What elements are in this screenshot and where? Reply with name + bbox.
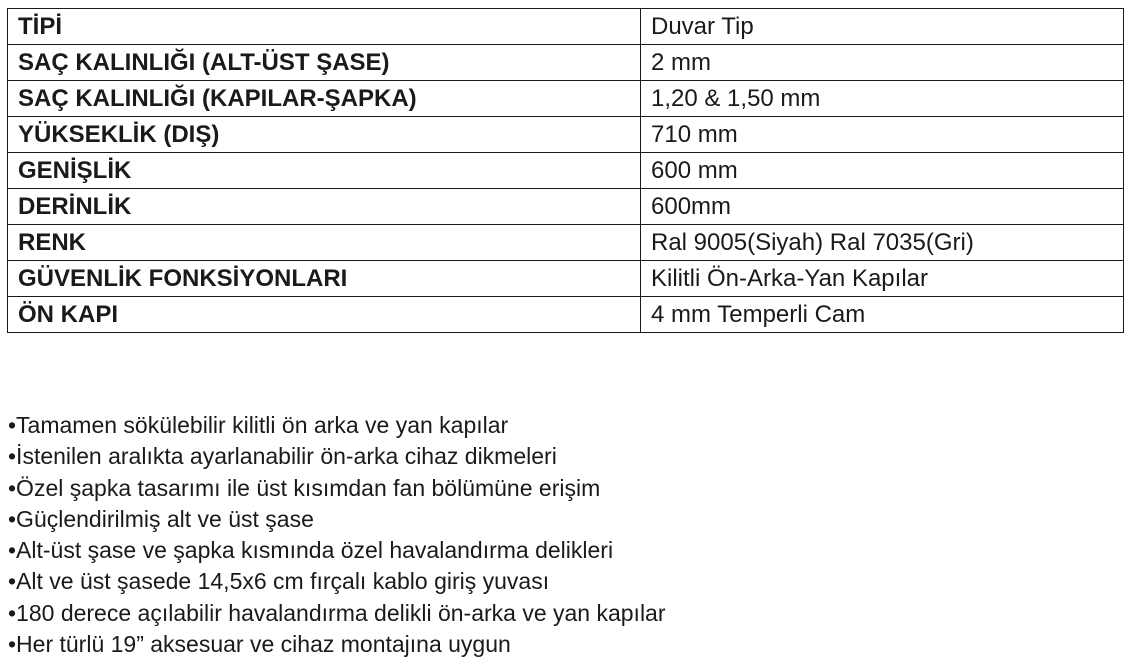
spec-row-sac-kalinligi-kapilar	[8, 81, 1124, 117]
spec-row-on-kapi	[8, 297, 1124, 333]
spec-row-sac-kalinligi-sase	[8, 45, 1124, 81]
spec-key: RENK	[8, 225, 641, 261]
feature-item: •180 derece açılabilir havalandırma delikli ön-arka ve yan kapılar	[8, 599, 666, 626]
feature-item: •Özel şapka tasarımı ile üst kısımdan fan bölümüne erişim	[8, 474, 601, 501]
spec-key: DERİNLİK	[8, 189, 641, 225]
feature-item: •Her türlü 19” aksesuar ve cihaz montajına uygun	[8, 631, 511, 658]
spec-value: Kilitli Ön-Arka-Yan Kapılar	[641, 261, 1124, 297]
spec-value: 2 mm	[641, 45, 1124, 81]
spec-key: TİPİ	[8, 9, 641, 45]
spec-key: ÖN KAPI	[8, 297, 641, 333]
spec-key: SAÇ KALINLIĞI (KAPILAR-ŞAPKA)	[8, 81, 641, 117]
spec-key: SAÇ KALINLIĞI (ALT-ÜST ŞASE)	[8, 45, 641, 81]
feature-item: •Alt ve üst şasede 14,5x6 cm fırçalı kablo giriş yuvası	[8, 568, 550, 595]
feature-item: •Tamamen sökülebilir kilitli ön arka ve yan kapılar	[8, 412, 509, 438]
spec-value: 4 mm Temperli Cam	[641, 297, 1124, 333]
spec-row-renk	[8, 225, 1124, 261]
spec-row-genislik	[8, 153, 1124, 189]
spec-value: 600mm	[641, 189, 1124, 225]
feature-item: •Güçlendirilmiş alt ve üst şase	[8, 505, 314, 532]
spec-value: 600 mm	[641, 153, 1124, 189]
spec-key: YÜKSEKLİK (DIŞ)	[8, 117, 641, 153]
spec-key: GÜVENLİK FONKSİYONLARI	[8, 261, 641, 297]
spec-row-yukseklik	[8, 117, 1124, 153]
spec-row-tipi	[8, 9, 1124, 45]
spec-row-derinlik	[8, 189, 1124, 225]
feature-list	[8, 410, 666, 660]
spec-table	[7, 8, 1124, 333]
feature-item: •Alt-üst şase ve şapka kısmında özel havalandırma delikleri	[8, 537, 614, 564]
spec-row-guvenlik	[8, 261, 1124, 297]
spec-table-body	[8, 9, 1124, 333]
spec-value: Duvar Tip	[641, 9, 1124, 45]
spec-value: 710 mm	[641, 117, 1124, 153]
spec-value: 1,20 & 1,50 mm	[641, 81, 1124, 117]
feature-item: •İstenilen aralıkta ayarlanabilir ön-arka cihaz dikmeleri	[8, 443, 557, 470]
spec-value: Ral 9005(Siyah) Ral 7035(Gri)	[641, 225, 1124, 261]
spec-key: GENİŞLİK	[8, 153, 641, 189]
